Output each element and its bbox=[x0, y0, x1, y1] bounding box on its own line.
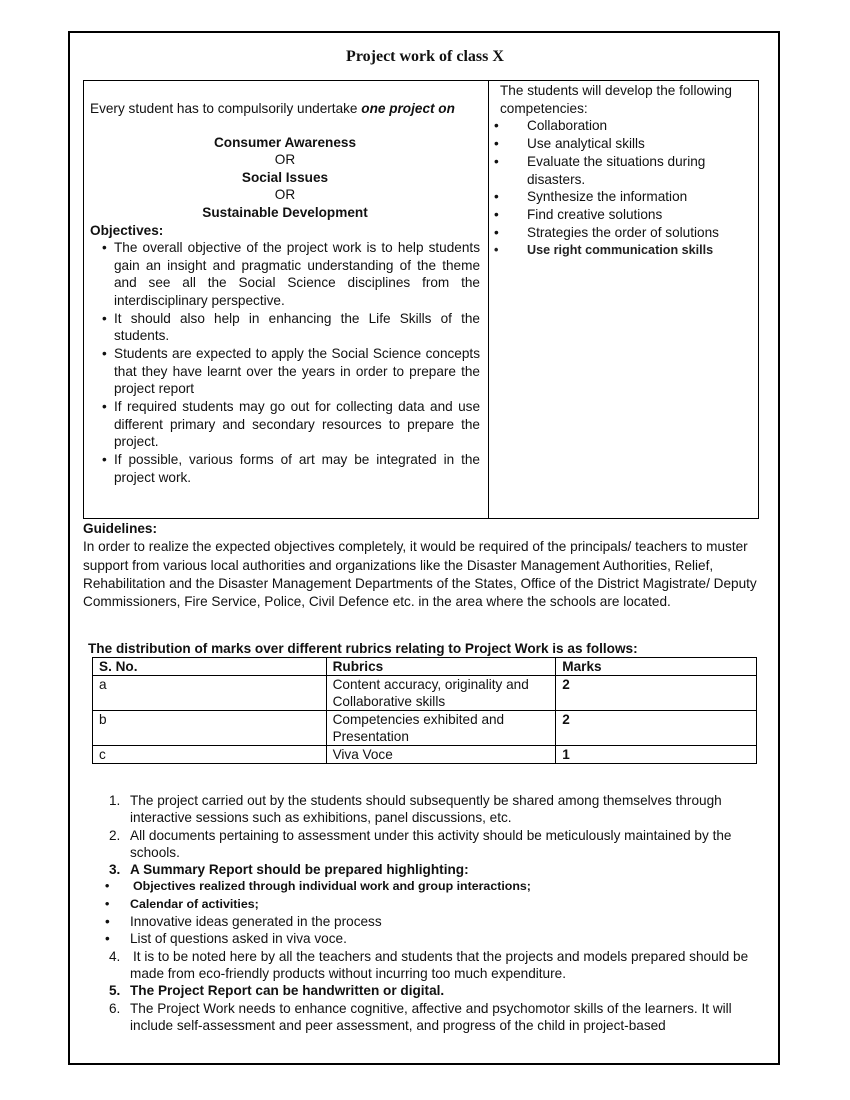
list-item: • Use right communication skills bbox=[494, 242, 754, 260]
column-header: S. No. bbox=[93, 658, 327, 676]
guidelines-text: In order to realize the expected objectives completely, it would be required of the principals/ teachers to muster support from various local authorities and organizations like the Disaster Management Authorities, Relief, Rehabilitation and the Disaster Management Departments of the States, Office of the District Magistrate/ Deputy Commissioners, Fire Service, Police, Civil Defence etc. in the area where the schools are located. bbox=[83, 539, 757, 610]
table-row bbox=[93, 676, 757, 711]
list-item bbox=[100, 1000, 760, 1035]
table-cell: b bbox=[93, 711, 327, 746]
list-item bbox=[100, 913, 760, 930]
list-marker: • bbox=[105, 879, 110, 894]
list-item bbox=[100, 827, 760, 862]
list-marker: 6. bbox=[109, 1000, 121, 1016]
list-item-text: Calendar of activities; bbox=[130, 896, 259, 911]
theme-consumer-awareness: Consumer Awareness bbox=[213, 134, 357, 150]
list-marker: 2. bbox=[109, 827, 121, 843]
list-item: • Synthesize the information bbox=[494, 188, 754, 206]
intro-paragraph bbox=[90, 100, 480, 118]
table-header-row bbox=[93, 658, 757, 676]
project-overview-box bbox=[83, 80, 759, 519]
list-item: • If possible, various forms of art may be integrated in the project work. bbox=[90, 451, 480, 486]
theme-or: OR bbox=[274, 152, 296, 168]
guidelines-heading: Guidelines: bbox=[83, 521, 158, 536]
guidelines-section bbox=[83, 520, 763, 611]
table-cell: 2 bbox=[556, 676, 757, 711]
table-cell: c bbox=[93, 746, 327, 764]
table-row bbox=[93, 746, 757, 764]
list-item bbox=[100, 982, 760, 999]
list-item-text: Innovative ideas generated in the process bbox=[130, 914, 382, 930]
theme-or: OR bbox=[274, 187, 296, 203]
list-item-text: All documents pertaining to assessment under this activity should be meticulously maintained by the schools. bbox=[130, 827, 732, 860]
list-item bbox=[100, 861, 760, 878]
list-item-text: Objectives realized through individual work and group interactions; bbox=[133, 879, 531, 894]
intro-emphasis: one project on bbox=[361, 101, 455, 116]
list-item-text: The Project Work needs to enhance cognitive, affective and psychomotor skills of the learners. It will include self-assessment and peer assessment, and progress of the child in project-based bbox=[130, 1000, 732, 1033]
list-item-text: List of questions asked in viva voce. bbox=[130, 931, 347, 947]
list-item: • Collaboration bbox=[494, 117, 754, 135]
table-cell: Content accuracy, originality and Collaborative skills bbox=[326, 676, 556, 711]
column-header: Marks bbox=[556, 658, 757, 676]
list-item bbox=[100, 948, 760, 983]
distribution-heading: The distribution of marks over different rubrics relating to Project Work is as follows: bbox=[88, 641, 638, 656]
list-item-text: The project carried out by the students should subsequently be shared among themselves through interactive sessions such as exhibitions, panel discussions, etc. bbox=[130, 793, 722, 826]
column-header: Rubrics bbox=[326, 658, 556, 676]
marks-table bbox=[92, 657, 757, 764]
list-item: • The overall objective of the project work is to help students gain an insight and pragmatic understanding of the theme and see all the Social Science disciplines from the interdisciplinary perspective. bbox=[90, 239, 480, 309]
page-title: Project work of class X bbox=[346, 48, 504, 65]
list-item-text: It is to be noted here by all the teachers and students that the projects and models prepared should be made from eco-friendly products without incurring too much expenditure. bbox=[130, 948, 749, 981]
competencies-intro: The students will develop the following competencies: bbox=[500, 83, 732, 116]
list-marker: • bbox=[105, 896, 110, 911]
list-item: • If required students may go out for collecting data and use different primary and secondary resources to prepare the project. bbox=[90, 398, 480, 451]
list-item: • It should also help in enhancing the Life Skills of the students. bbox=[90, 310, 480, 345]
instructions-list bbox=[100, 792, 760, 1034]
theme-options bbox=[90, 134, 480, 222]
list-item: • Strategies the order of solutions bbox=[494, 224, 754, 242]
table-cell: a bbox=[93, 676, 327, 711]
table-cell: Competencies exhibited and Presentation bbox=[326, 711, 556, 746]
table-cell: 1 bbox=[556, 746, 757, 764]
list-item: • Use analytical skills bbox=[494, 135, 754, 153]
list-item bbox=[100, 930, 760, 947]
list-item: • Students are expected to apply the Social Science concepts that they have learnt over the years in order to prepare the project report bbox=[90, 345, 480, 398]
intro-text: Every student has to compulsorily undertake bbox=[90, 101, 362, 116]
list-marker: • bbox=[105, 914, 110, 930]
theme-social-issues: Social Issues bbox=[241, 169, 329, 185]
theme-sustainable-development: Sustainable Development bbox=[202, 204, 368, 220]
list-marker: 4. bbox=[109, 948, 121, 964]
table-cell: Viva Voce bbox=[326, 746, 556, 764]
list-item-text: The Project Report can be handwritten or digital. bbox=[130, 983, 445, 999]
list-item bbox=[100, 896, 760, 913]
list-marker: 1. bbox=[109, 793, 121, 808]
table-cell: 2 bbox=[556, 711, 757, 746]
list-item: • Find creative solutions bbox=[494, 206, 754, 224]
competencies-list bbox=[494, 117, 754, 259]
list-marker: • bbox=[105, 931, 110, 947]
list-marker: 3. bbox=[109, 862, 121, 878]
objectives-heading: Objectives: bbox=[90, 222, 164, 238]
list-item bbox=[100, 792, 760, 827]
list-item-text: A Summary Report should be prepared highlighting: bbox=[130, 862, 469, 878]
right-column bbox=[494, 82, 754, 260]
objectives-list bbox=[90, 239, 480, 486]
list-item bbox=[100, 878, 760, 895]
left-column bbox=[90, 100, 480, 487]
list-marker: 5. bbox=[109, 983, 121, 999]
list-item: • Evaluate the situations during disasters. bbox=[494, 153, 754, 189]
column-divider bbox=[488, 81, 489, 518]
table-row bbox=[93, 711, 757, 746]
